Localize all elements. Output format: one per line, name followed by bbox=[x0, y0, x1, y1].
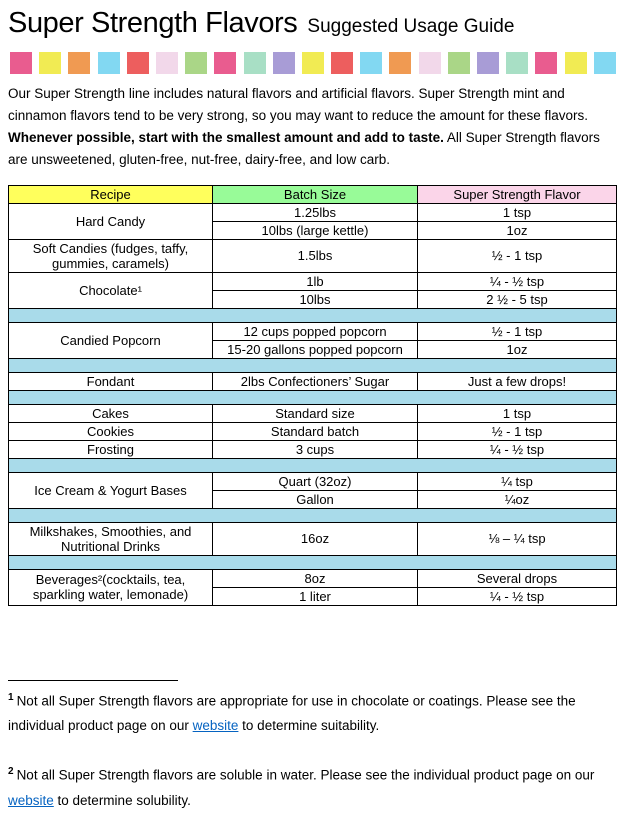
flavor-cell: 1 tsp bbox=[418, 203, 617, 221]
separator-row bbox=[9, 458, 617, 472]
flavor-cell: ⅛ – ¼ tsp bbox=[418, 522, 617, 555]
batch-cell: 8oz bbox=[213, 569, 418, 587]
separator-cell bbox=[9, 508, 617, 522]
recipe-cell: Ice Cream & Yogurt Bases bbox=[9, 472, 213, 508]
separator-row bbox=[9, 555, 617, 569]
color-square bbox=[244, 52, 266, 74]
separator-row bbox=[9, 358, 617, 372]
table-row bbox=[9, 404, 617, 422]
table-row bbox=[9, 272, 617, 290]
recipe-cell: Frosting bbox=[9, 440, 213, 458]
table-header-row bbox=[9, 185, 617, 203]
footnote-separator-line bbox=[8, 680, 178, 681]
table-row bbox=[9, 440, 617, 458]
color-square bbox=[565, 52, 587, 74]
separator-cell bbox=[9, 358, 617, 372]
footnote-2 bbox=[8, 759, 608, 813]
color-square bbox=[39, 52, 61, 74]
table-row bbox=[9, 372, 617, 390]
color-square bbox=[448, 52, 470, 74]
website-link[interactable]: website bbox=[8, 792, 54, 808]
usage-table bbox=[8, 185, 617, 606]
recipe-cell: Chocolate¹ bbox=[9, 272, 213, 308]
recipe-cell: Hard Candy bbox=[9, 203, 213, 239]
separator-cell bbox=[9, 555, 617, 569]
flavor-cell: ½ - 1 tsp bbox=[418, 239, 617, 272]
page-title bbox=[8, 5, 616, 45]
flavor-cell: 1 tsp bbox=[418, 404, 617, 422]
flavor-cell: 1oz bbox=[418, 221, 617, 239]
footnote-2-text-after: to determine solubility. bbox=[53, 792, 191, 808]
separator-cell bbox=[9, 390, 617, 404]
batch-cell: Standard batch bbox=[213, 422, 418, 440]
color-square bbox=[331, 52, 353, 74]
batch-cell: 1lb bbox=[213, 272, 418, 290]
batch-cell: 3 cups bbox=[213, 440, 418, 458]
recipe-cell: Milkshakes, Smoothies, and Nutritional Drinks bbox=[9, 522, 213, 555]
flavor-cell: 2 ½ - 5 tsp bbox=[418, 290, 617, 308]
flavor-cell: ¼ tsp bbox=[418, 472, 617, 490]
color-square bbox=[10, 52, 32, 74]
batch-cell: 15-20 gallons popped popcorn bbox=[213, 340, 418, 358]
intro-text-after: All Super Strength flavors are unsweetened, gluten-free, nut-free, dairy-free, and low carb. bbox=[8, 130, 600, 167]
color-square bbox=[535, 52, 557, 74]
intro-text-before: Our Super Strength line includes natural flavors and artificial flavors. Super Strength mint and cinnamon flavors tend to be very strong, so you may want to reduce the amount for these flavors. bbox=[8, 86, 589, 123]
flavor-cell: Just a few drops! bbox=[418, 372, 617, 390]
separator-cell bbox=[9, 458, 617, 472]
footnote-2-marker: 2 bbox=[8, 766, 14, 777]
color-square bbox=[477, 52, 499, 74]
recipe-cell: Fondant bbox=[9, 372, 213, 390]
batch-cell: Standard size bbox=[213, 404, 418, 422]
color-square bbox=[127, 52, 149, 74]
color-square bbox=[185, 52, 207, 74]
col-header-batch-size: Batch Size bbox=[213, 185, 418, 203]
batch-cell: 1 liter bbox=[213, 587, 418, 605]
batch-cell: 12 cups popped popcorn bbox=[213, 322, 418, 340]
col-header-flavor: Super Strength Flavor bbox=[418, 185, 617, 203]
flavor-cell: ¼ - ½ tsp bbox=[418, 587, 617, 605]
table-row bbox=[9, 569, 617, 587]
table-row bbox=[9, 422, 617, 440]
separator-row bbox=[9, 308, 617, 322]
flavor-cell: Several drops bbox=[418, 569, 617, 587]
footnote-1-marker: 1 bbox=[8, 691, 14, 703]
batch-cell: 2lbs Confectioners’ Sugar bbox=[213, 372, 418, 390]
batch-cell: Gallon bbox=[213, 490, 418, 508]
title-subtitle: Suggested Usage Guide bbox=[307, 16, 515, 37]
separator-row bbox=[9, 508, 617, 522]
recipe-cell: Beverages²(cocktails, tea, sparkling water, lemonade) bbox=[9, 569, 213, 605]
color-square bbox=[389, 52, 411, 74]
table-row bbox=[9, 522, 617, 555]
recipe-cell: Candied Popcorn bbox=[9, 322, 213, 358]
color-square bbox=[68, 52, 90, 74]
color-square bbox=[506, 52, 528, 74]
batch-cell: 10lbs bbox=[213, 290, 418, 308]
color-square bbox=[156, 52, 178, 74]
flavor-cell: ¼ - ½ tsp bbox=[418, 272, 617, 290]
flavor-cell: ½ - 1 tsp bbox=[418, 422, 617, 440]
footnote-1-text-after: to determine suitability. bbox=[238, 718, 380, 733]
footnote-2-text-before: Not all Super Strength flavors are soluble in water. Please see the individual product page on our bbox=[16, 767, 595, 783]
batch-cell: 16oz bbox=[213, 522, 418, 555]
footnote-1 bbox=[8, 685, 608, 739]
batch-cell: 1.25lbs bbox=[213, 203, 418, 221]
flavor-cell: 1oz bbox=[418, 340, 617, 358]
intro-paragraph bbox=[8, 83, 616, 171]
separator-cell bbox=[9, 308, 617, 322]
color-square bbox=[419, 52, 441, 74]
color-square bbox=[360, 52, 382, 74]
color-square bbox=[98, 52, 120, 74]
title-main: Super Strength Flavors bbox=[8, 7, 298, 39]
intro-text-bold: Whenever possible, start with the smallest amount and add to taste. bbox=[8, 130, 444, 145]
table-row bbox=[9, 239, 617, 272]
batch-cell: 1.5lbs bbox=[213, 239, 418, 272]
batch-cell: 10lbs (large kettle) bbox=[213, 221, 418, 239]
color-square bbox=[273, 52, 295, 74]
color-squares-strip bbox=[10, 52, 616, 74]
flavor-cell: ¼ - ½ tsp bbox=[418, 440, 617, 458]
separator-row bbox=[9, 390, 617, 404]
color-square bbox=[214, 52, 236, 74]
batch-cell: Quart (32oz) bbox=[213, 472, 418, 490]
table-row bbox=[9, 322, 617, 340]
color-square bbox=[302, 52, 324, 74]
table-row bbox=[9, 472, 617, 490]
flavor-cell: ½ - 1 tsp bbox=[418, 322, 617, 340]
recipe-cell: Cookies bbox=[9, 422, 213, 440]
table-row bbox=[9, 203, 617, 221]
recipe-cell: Cakes bbox=[9, 404, 213, 422]
color-square bbox=[594, 52, 616, 74]
flavor-cell: ¼oz bbox=[418, 490, 617, 508]
website-link[interactable]: website bbox=[192, 718, 239, 733]
footnote-1-text-before: Not all Super Strength flavors are appropriate for use in chocolate or coatings. Please see the individual product page on our bbox=[8, 693, 576, 733]
recipe-cell: Soft Candies (fudges, taffy, gummies, caramels) bbox=[9, 239, 213, 272]
col-header-recipe: Recipe bbox=[9, 185, 213, 203]
